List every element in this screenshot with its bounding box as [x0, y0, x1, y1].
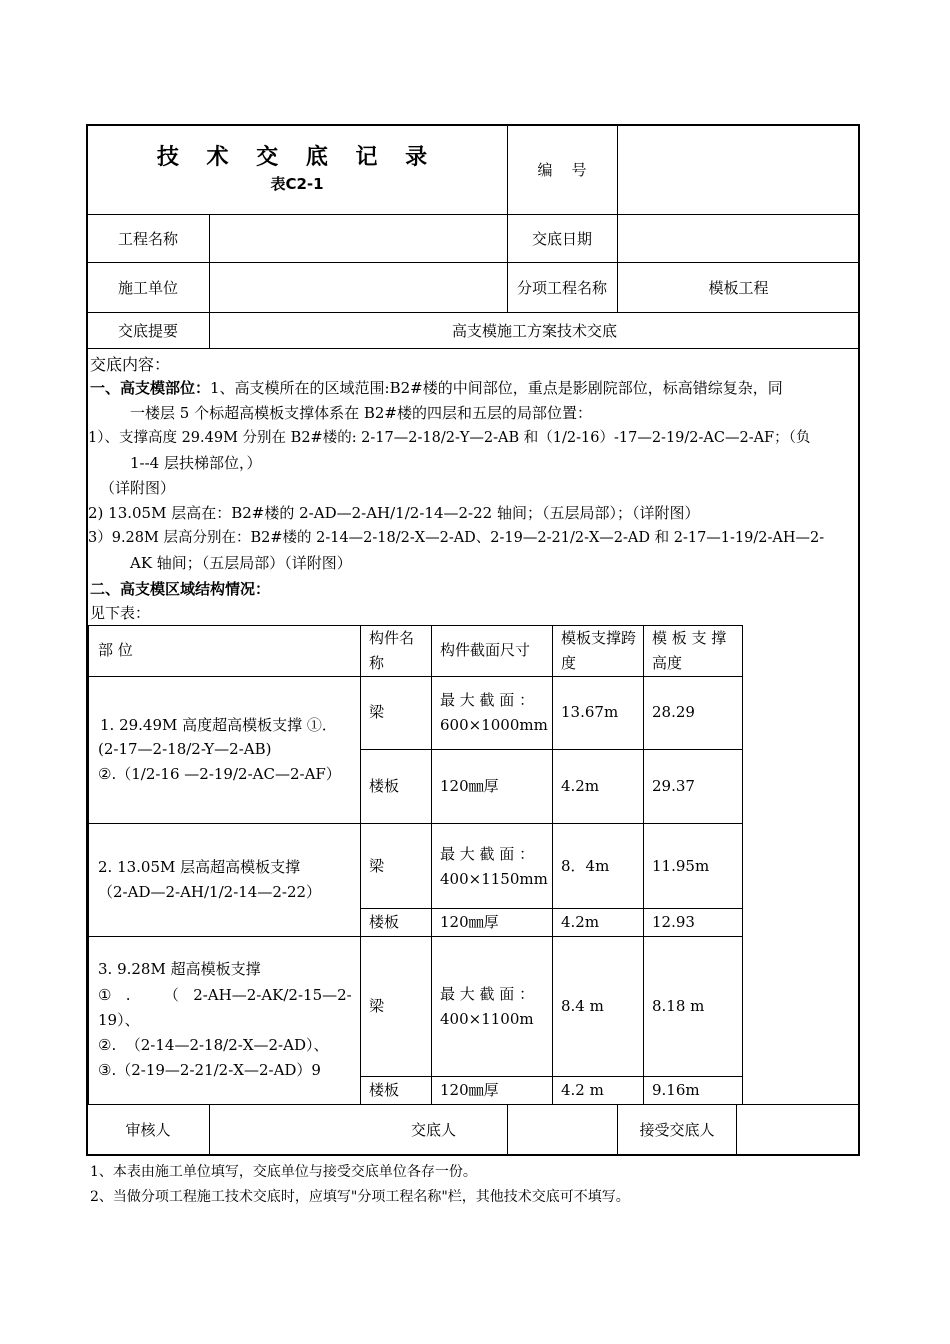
g3-r1-span: 8.4 m: [561, 997, 604, 1015]
g1-r2-height: 29.37: [652, 777, 695, 795]
group-2-part-line-2: （2-AD—2-AH/1/2-14—2-22）: [98, 883, 322, 901]
reviewer-field[interactable]: [210, 1105, 360, 1155]
group-1-part-line-2: (2-17—2-18/2-Y—2-AB): [98, 740, 272, 758]
reviewer-label: 审核人: [125, 1121, 171, 1139]
g3-r1-section-2: 400×1100m: [440, 1010, 534, 1028]
g2-r1-section-2: 400×1150mm: [440, 870, 548, 888]
form-number: 表C2-1: [270, 175, 324, 193]
subproject-label: 分项工程名称: [516, 278, 607, 297]
discloser-field[interactable]: [508, 1105, 617, 1155]
group-3-part-line-3: 19）、: [98, 1011, 140, 1029]
summary-label: 交底提要: [117, 321, 178, 340]
g1-r2-member: 楼板: [369, 777, 400, 795]
header-section: 构件截面尺寸: [440, 641, 531, 659]
form-title: 技 术 交 底 记 录: [156, 145, 438, 170]
g2-r2-height: 12.93: [652, 913, 695, 931]
header-height: 模 板 支 撑 高度: [652, 629, 727, 672]
table-rule: [360, 625, 361, 1104]
g2-r1-section-1: 最 大 截 面 ：: [440, 845, 535, 863]
project-name-field[interactable]: [210, 215, 507, 262]
section-2-title: 二、高支模区域结构情况：: [90, 580, 271, 598]
g1-r2-section-1: 120㎜厚: [440, 777, 499, 795]
number-field[interactable]: [618, 126, 859, 214]
g1-r1-member: 梁: [369, 703, 385, 721]
g1-r1-height: 28.29: [652, 703, 695, 721]
contractor-field[interactable]: [210, 263, 507, 312]
group-3-part-line-2: ① . （ 2-AH—2-AK/2-15—2-: [98, 986, 352, 1004]
group-1-part-line-1: 1. 29.49M 高度超高模板支撑 ①．: [100, 716, 337, 734]
g2-r1-height: 11.95m: [652, 857, 710, 875]
point-1-line-2: 1--4 层扶梯部位，）: [130, 454, 262, 472]
g3-r1-height: 8.18 m: [652, 997, 705, 1015]
see-below: 见下表：: [90, 604, 151, 622]
g3-r2-section-1: 120㎜厚: [440, 1081, 499, 1099]
g2-r1-span: 8．4m: [561, 857, 610, 875]
group-3-part-line-5: ③.（2-19—2-21/2-X—2-AD）9: [98, 1061, 321, 1079]
contractor-label: 施工单位: [117, 278, 178, 297]
point-1-line-3: （详附图）: [100, 479, 176, 497]
project-name-label: 工程名称: [117, 229, 178, 248]
point-3-line-1: 3）9.28M 层高分别在：B2#楼的 2-14—2-18/2-X—2-AD、2-19—2-21/2-X—2-AD 和 2-17—1-19/2-AH—2-: [88, 530, 825, 546]
table-rule: [360, 908, 742, 909]
g3-r1-member: 梁: [369, 997, 385, 1015]
point-1-line-1: 1）、支撑高度 29.49M 分别在 B2#楼的: 2-17—2-18/2-Y—2-AB 和（1/2-16）-17—2-19/2-AC—2-AF；（负: [88, 430, 811, 446]
g3-r2-span: 4.2 m: [561, 1081, 604, 1099]
note-1: 1、本表由施工单位填写，交底单位与接受交底单位各存一份。: [90, 1164, 477, 1180]
g3-r1-section-1: 最 大 截 面 ：: [440, 985, 535, 1003]
subproject-field[interactable]: 模板工程: [708, 278, 769, 297]
group-1-part-line-3: ②.（1/2-16 —2-19/2-AC—2-AF）: [98, 765, 341, 783]
g2-r2-member: 楼板: [369, 913, 400, 931]
g2-r2-span: 4.2m: [561, 913, 600, 931]
g1-r1-section-1: 最 大 截 面 ：: [440, 691, 535, 709]
number-label: 编 号: [537, 161, 587, 179]
group-3-part-line-1: 3. 9.28M 超高模板支撑: [98, 960, 261, 978]
table-rule: [431, 625, 432, 1104]
content-heading: 交底内容：: [90, 355, 171, 374]
g3-r2-member: 楼板: [369, 1081, 400, 1099]
g1-r1-section-2: 600×1000mm: [440, 716, 548, 734]
g3-r2-height: 9.16m: [652, 1081, 700, 1099]
g1-r1-span: 13.67m: [561, 703, 619, 721]
point-3-line-2: AK 轴间；（五层局部）（详附图）: [130, 554, 352, 572]
g1-r2-span: 4.2m: [561, 777, 600, 795]
summary-field[interactable]: 高支模施工方案技术交底: [451, 321, 617, 340]
g2-r2-section-1: 120㎜厚: [440, 913, 499, 931]
date-field[interactable]: [618, 215, 859, 262]
table-rule: [552, 625, 553, 1104]
group-2-part-line-1: 2. 13.05M 层高超高模板支撑: [98, 858, 301, 876]
table-rule: [742, 625, 743, 1104]
point-2: 2) 13.05M 层高在：B2#楼的 2-AD—2-AH/1/2-14—2-22 轴间；（五层局部）；（详附图）: [88, 504, 700, 522]
receiver-field[interactable]: [737, 1105, 859, 1155]
section-1-line-2: 一楼层 5 个标超高模板支撑体系在 B2#楼的四层和五层的局部位置：: [130, 404, 592, 422]
header-span: 模板支撑跨度: [561, 629, 637, 672]
section-1-line-1: 一、高支模部位：1、高支模所在的区域范围:B2#楼的中间部位，重点是影剧院部位，标高错综复杂，同: [90, 379, 783, 397]
table-rule: [88, 625, 89, 1104]
receiver-label: 接受交底人: [639, 1121, 715, 1139]
header-part: 部 位: [98, 641, 133, 659]
note-2: 2、当做分项工程施工技术交底时，应填写"分项工程名称"栏，其他技术交底可不填写。: [90, 1189, 630, 1205]
table-rule: [360, 1076, 742, 1077]
rule: [87, 348, 859, 349]
table-rule: [643, 625, 644, 1104]
table-rule: [360, 749, 742, 750]
discloser-label: 交底人: [410, 1121, 456, 1139]
header-member: 构件名称: [369, 629, 415, 672]
group-3-part-line-4: ②. （2-14—2-18/2-X—2-AD）、: [98, 1036, 329, 1054]
g2-r1-member: 梁: [369, 857, 385, 875]
date-label: 交底日期: [531, 229, 592, 248]
